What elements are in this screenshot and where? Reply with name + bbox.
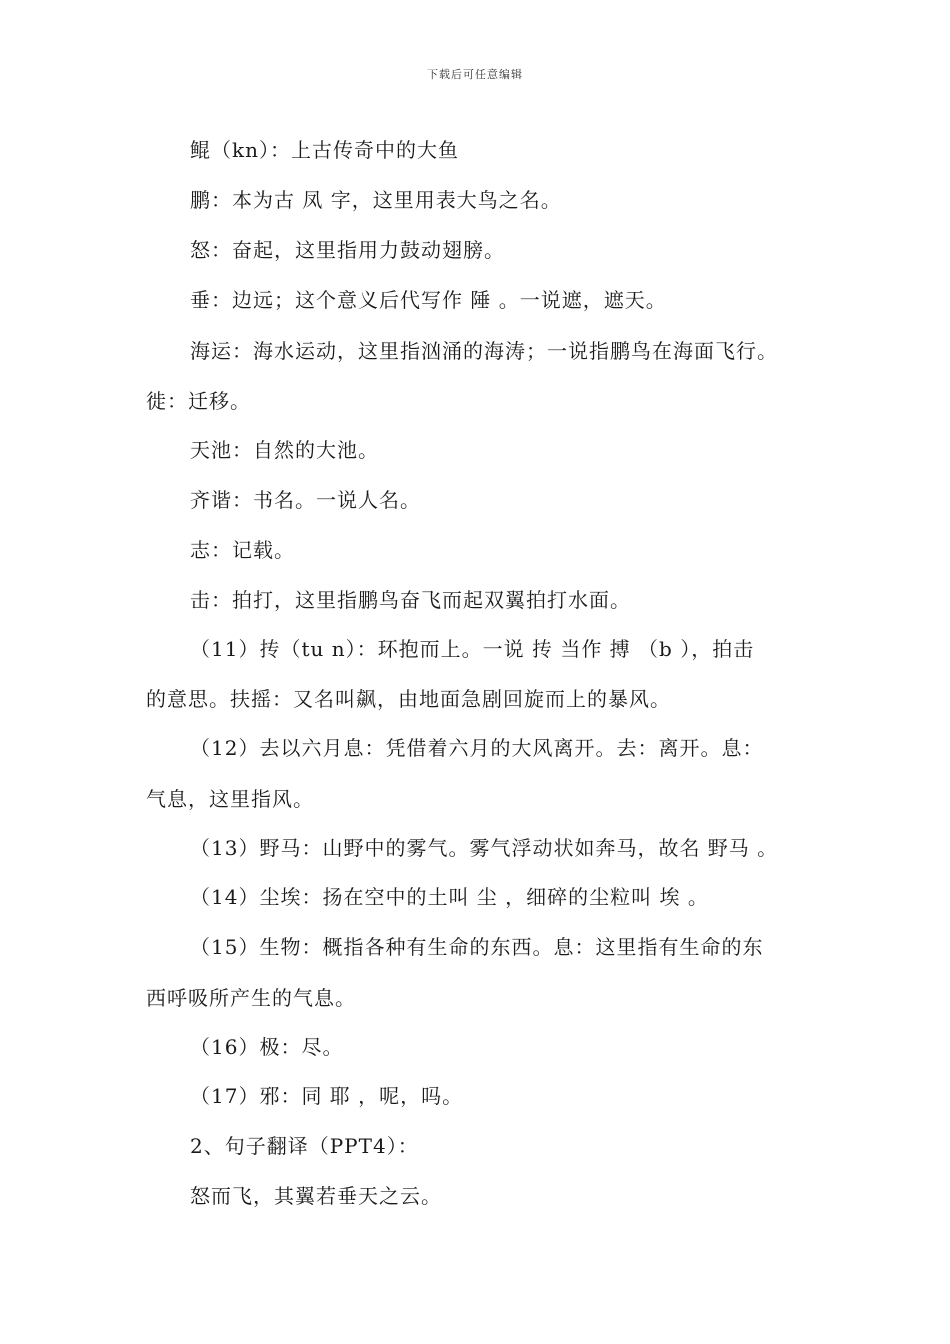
text-line: （15）生物：概指各种有生命的东西。息：这里指有生命的东 <box>190 935 764 959</box>
text-line: 垂：边远；这个意义后代写作 陲 。一说遮，遮天。 <box>190 288 667 312</box>
text-line: 齐谐：书名。一说人名。 <box>190 488 421 512</box>
text-line: 鲲（kn）：上古传奇中的大鱼 <box>190 138 459 162</box>
text-line: （16）极：尽。 <box>190 1035 344 1059</box>
text-line: （14）尘埃：扬在空中的土叫 尘 ，细碎的尘粒叫 埃 。 <box>190 885 709 909</box>
text-line: 怒：奋起，这里指用力鼓动翅膀。 <box>190 238 505 262</box>
text-line: 击：拍打，这里指鹏鸟奋飞而起双翼拍打水面。 <box>190 588 631 612</box>
text-line: （12）去以六月息：凭借着六月的大风离开。去：离开。息： <box>190 736 764 760</box>
text-line: 徙：迁移。 <box>146 389 251 413</box>
text-line: 怒而飞，其翼若垂天之云。 <box>190 1184 442 1208</box>
text-line: （17）邪：同 耶 ，呢，吗。 <box>190 1084 464 1108</box>
text-line: 海运：海水运动，这里指汹涌的海涛；一说指鹏鸟在海面飞行。 <box>190 339 778 363</box>
page-header: 下载后可任意编辑 <box>427 68 523 81</box>
text-line: 气息，这里指风。 <box>146 787 314 811</box>
section-heading: 2、句子翻译（PPT4）： <box>190 1134 419 1158</box>
text-line: 志：记载。 <box>190 538 295 562</box>
text-line: 的意思。扶摇：又名叫飙，由地面急剧回旋而上的暴风。 <box>146 687 671 711</box>
text-line: 鹏：本为古 凤 字，这里用表大鸟之名。 <box>190 188 562 212</box>
text-line: （11）抟（tu n）：环抱而上。一说 抟 当作 搏 （b ），拍击 <box>190 637 755 661</box>
text-line: （13）野马：山野中的雾气。雾气浮动状如奔马，故名 野马 。 <box>190 836 779 860</box>
text-line: 西呼吸所产生的气息。 <box>146 986 356 1010</box>
text-line: 天池：自然的大池。 <box>190 438 379 462</box>
